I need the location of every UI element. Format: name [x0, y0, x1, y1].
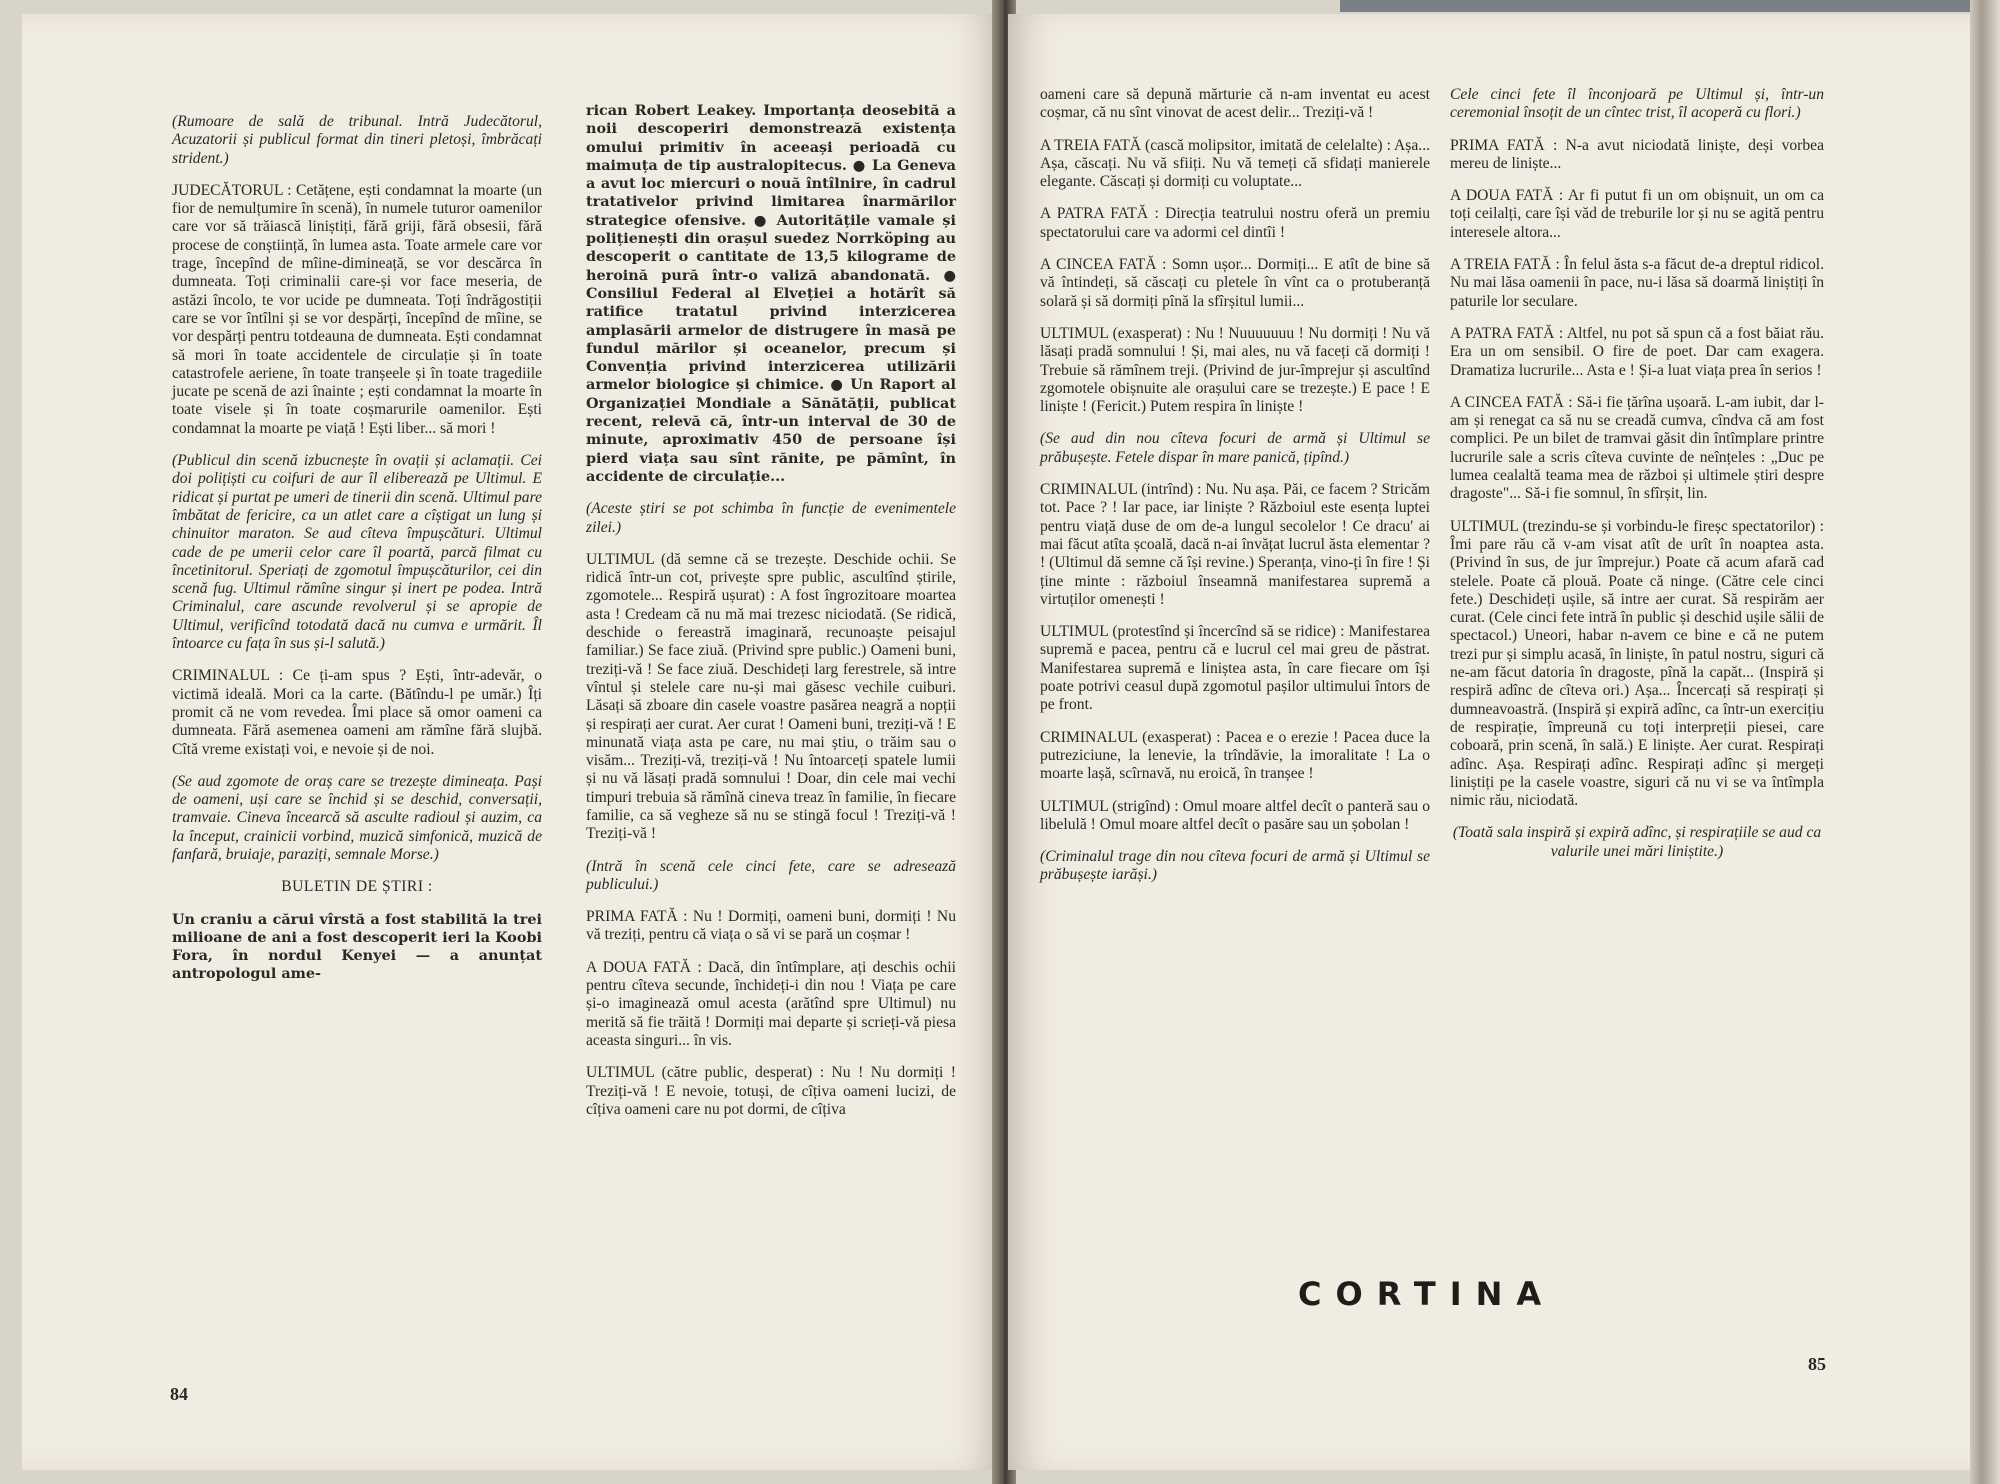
left-column-1	[172, 113, 542, 998]
paragraph: A PATRA FATĂ : Direcția teatrului nostru oferă un premiu spectatorului care va adormi cel dintîi !	[1040, 205, 1430, 241]
paragraph: (Publicul din scenă izbucnește în ovații și aclamații. Cei doi polițiști cu coifuri de aur îl eliberează pe Ultimul. E ridicat și purtat pe umeri de tinerii din scenă. Ultimul pare îmbătat de fericire, ca un atlet care a cîștigat un lung și chinuitor maraton. Se aud cîteva împușcături. Ultimul cade de pe umerii celor care îl poartă, parcă filmat cu încetinitorul. Speriați de zgomotul împușcăturilor, cei din scenă fug. Ultimul rămîne singur și inert pe podea. Intră Criminalul, care ascunde revolverul și se apropie de Ultimul, verificînd totodată dacă nu cumva e urmărit. Îl întoarce cu fața în sus și-l salută.)	[172, 452, 542, 653]
paragraph: ULTIMUL (către public, desperat) : Nu ! Nu dormiți ! Treziți-vă ! E nevoie, totuși, de cîțiva oameni lucizi, de cîțiva oameni care nu pot dormi, de cîțiva	[586, 1064, 956, 1118]
paragraph: oameni care să depună mărturie că n-am inventat eu acest coșmar, că nu sînt vinovat de acest delir... Treziți-vă !	[1040, 86, 1430, 122]
page-number: 85	[1808, 1354, 1826, 1374]
paragraph: Cele cinci fete îl înconjoară pe Ultimul și, într-un ceremonial însoțit de un cîntec trist, îl acoperă cu flori.)	[1450, 86, 1824, 122]
top-edge-bar	[1340, 0, 1980, 12]
paragraph: (Intră în scenă cele cinci fete, care se adresează publicului.)	[586, 857, 956, 893]
right-page	[1008, 14, 1970, 1470]
paragraph: (Se aud zgomote de oraș care se trezește dimineața. Pași de oameni, uși care se închid și se deschid, conversații, tramvaie. Cineva încearcă să asculte radioul și auzim, ca la început, crainicii vorbind, muzică simfonică, muzică de fanfară, bruiaje, paraziți, semnale Morse.)	[172, 772, 542, 863]
paragraph: JUDECĂTORUL : Cetățene, ești condamnat la moarte (un fior de nemulțumire în scenă), în numele tuturor oamenilor care vor să trăiască liniștiți, fără griji, fără obsesii, fără procese de conștiință, în lumea asta. Toate armele care vor trage, începînd de mîine-dimineață, se vor descărca în dumneata. Toți criminalii care-și vor face meseria, de astăzi încolo, te vor ucide pe dumneata. Toți îndrăgostiții care se vor întîlni și se vor despărți, începînd de mîine, se vor despărți pentru totdeauna de dumneata. Ești condamnat să mori în toate accidentele de circulație și în toate catastrofele aeriene, în toate tranșeele și în toate tragediile jucate pe scenă de azi înainte ; ești condamnat la moarte în toate visele și în toate coșmarurile oamenilor. Ești condamnat la moarte pe viață ! Ești liber... să mori !	[172, 181, 542, 437]
paragraph: ULTIMUL (protestînd și încercînd să se ridice) : Manifestarea supremă e pacea, pentru că e lucrul cel mai greu de păstrat. Manifestarea supremă e liniștea asta, în care fiecare om își poate potrivi ceasul după zgomotul pașilor ultimului întors de pe front.	[1040, 623, 1430, 714]
paragraph: A TREIA FATĂ (cască molipsitor, imitată de celelalte) : Așa... Așa, căscați. Nu vă sfiiți. Nu vă temeți că sfidați manierele elegante. Căscați și dormiți cu voluptate...	[1040, 136, 1430, 191]
left-page	[22, 14, 1000, 1470]
paragraph: Un craniu a cărui vîrstă a fost stabilită la trei milioane de ani a fost descoperit ieri la Koobi Fora, în nordul Kenyei — a anunțat antropologul ame-	[172, 910, 542, 983]
paragraph: (Rumoare de sală de tribunal. Intră Judecătorul, Acuzatorii și publicul format din tineri pletoși, îmbrăcați strident.)	[172, 113, 542, 167]
paragraph: CRIMINALUL : Ce ți-am spus ? Ești, într-adevăr, o victimă ideală. Mori ca la carte. (Bătîndu-l pe umăr.) Îți promit că ne vom revedea. Îmi place să omor oameni ca dumneata. Fără asemenea oameni am rămîne fără slujbă. Cîtă vreme existați voi, e nevoie și de noi.	[172, 667, 542, 758]
left-column-2	[586, 102, 956, 1133]
paragraph: CRIMINALUL (intrînd) : Nu. Nu așa. Păi, ce facem ? Stricăm tot. Pace ? ! Iar pace, iar liniște ? Războiul este esența luptei pentru viață duse de om de-a lungul secolelor ! Ce dracu' ai mai făcut atîta școală, dacă n-ai învățat lucrul ăsta elementar ? ! (Ultimul dă semne că își revine.) Speranța, vino-ți în fire ! Și ține minte : războiul înseamnă manifestarea supremă a virtuților omenești !	[1040, 481, 1430, 608]
paragraph: A DOUA FATĂ : Dacă, din întîmplare, ați deschis ochii pentru cîteva secunde, închideți-i din nou ! Viața pe care și-o imaginează omul acesta (arătînd spre Ultimul) nu merită să fie trăită ! Dormiți mai departe și scrieți-vă piesa aceasta singuri... în vis.	[586, 958, 956, 1049]
right-column-1	[1040, 86, 1430, 899]
paragraph: PRIMA FATĂ : N-a avut niciodată liniște, deși vorbea mereu de liniște...	[1450, 136, 1824, 172]
book-right-edge	[1970, 0, 2000, 1484]
paragraph: ULTIMUL (trezindu-se și vorbindu-le fireșc spectatorilor) : Îmi pare rău că v-am visat atît de urît în noaptea asta. (Privind în sus, de jur împrejur.) Poate că acum afară cad stelele. Poate că plouă. Poate că ninge. (Către cele cinci fete.) Deschideți ușile, să intre aer curat. Să respirăm aer curat. (Cele cinci fete intră în public și deschid ușile sălii de spectacol.) Uneori, habar n-avem ce bine e că ne putem trezi pur și simplu acasă, în liniște, în patul nostru, siguri că ne-am făcut datoria în dragoste, pînă la capăt... (Inspiră și respiră adînc de cîteva ori.) Așa... Încercați să respirați și dumneavoastră. (Inspiră și expiră adînc, ca într-un exercițiu de respirație, împreună cu toți interpreții piesei, care coboară, prin scenă, în sală.) E liniște. Aer curat. Respirați adînc. Așa. Respirați adînc. Respirați adînc și mergeți liniștiți pe la casele voastre, siguri că nu vi se va întîmpla nimic rău, niciodată.	[1450, 517, 1824, 810]
paragraph: (Toată sala inspiră și expiră adînc, și respirațiile se aud ca valurile unei mări liniștite.)	[1452, 824, 1822, 860]
page-number: 84	[170, 1384, 188, 1404]
paragraph: ULTIMUL (strigînd) : Omul moare altfel decît o panteră sau o libelulă ! Omul moare altfel decît o pasăre sau un șobolan !	[1040, 797, 1430, 833]
paragraph: ULTIMUL (dă semne că se trezește. Deschide ochii. Se ridică într-un cot, privește spre public, ascultînd știrile, zgomotele... Respiră ușurat) : A fost îngrozitoare moartea asta ! Credeam că nu mă mai trezesc niciodată. (Se ridică, deschide o fereastră imaginară, recunoaște peisajul familiar.) Se face ziuă. (Privind spre public.) Oameni buni, treziți-vă ! Se face ziuă. Deschideți larg ferestrele, să intre vîntul și stelele care nu-și mai găsesc vechile cuiburi. Lăsați să zboare din casele voastre pasărea neagră a nopții și respirați aer curat. Aer curat ! Oameni buni, treziți-vă ! E minunată viața asta pe care, nu mai știu, o trăim sau o visăm... Treziți-vă, treziți-vă ! Nu întoarceți spatele lumii și nu vă lăsați pradă somnului ! Doar, din cele mai vechi timpuri trebuia să rămînă cineva treaz în familie, în fiecare familie, ca să vegheze să nu se stingă focul ! Treziți-vă ! Treziți-vă !	[586, 550, 956, 843]
paragraph: (Aceste știri se pot schimba în funcție de evenimentele zilei.)	[586, 500, 956, 536]
paragraph: A TREIA FATĂ : În felul ăsta s-a făcut de-a dreptul ridicol. Nu mai lăsa oamenii în pace, nu-i lăsa să doarmă liniștiți în paturile lor seculare.	[1450, 256, 1824, 310]
paragraph: A CINCEA FATĂ : Somn ușor... Dormiți... E atît de bine să vă întindeți, să căscați cu pletele în vînt ca o protuberanță solară și să dormiți pînă la sfîrșitul lumii...	[1040, 256, 1430, 310]
paragraph: (Criminalul trage din nou cîteva focuri de armă și Ultimul se prăbușește iarăși.)	[1040, 848, 1430, 884]
paragraph: BULETIN DE ȘTIRI :	[281, 878, 433, 896]
paragraph: (Se aud din nou cîteva focuri de armă și Ultimul se prăbușește. Fetele dispar în mare panică, țipînd.)	[1040, 430, 1430, 466]
paragraph: PRIMA FATĂ : Nu ! Dormiți, oameni buni, dormiți ! Nu vă treziți, pentru că viața o să vi se pară un coșmar !	[586, 908, 956, 944]
curtain-heading: CORTINA	[1298, 1275, 1556, 1313]
paragraph: rican Robert Leakey. Importanța deosebită a noii descoperiri demonstrează existența omului primitiv în aceeași perioadă cu maimuța de tip australopitecus. ● La Geneva a avut loc miercuri o nouă întîlnire, în cadrul tratativelor privind limitarea înarmărilor strategice ofensive. ● Autoritățile vamale și polițienești din orașul suedez Norrköping au descoperit o cantitate de 13,5 kilograme de heroină pură într-o valiză abandonată. ● Consiliul Federal al Elveției a hotărît să ratifice tratatul privind interzicerea amplasării armelor de distrugere în masă pe fundul mărilor și oceanelor, precum și Convenția privind interzicerea utilizării armelor biologice și chimice. ● Un Raport al Organizației Mondiale a Sănătății, publicat recent, relevă că, într-un interval de 30 de minute, aproximativ 450 de persoane își pierd viața sau sînt rănite, pe pămînt, în accidente de circulație...	[586, 102, 956, 485]
paragraph: A PATRA FATĂ : Altfel, nu pot să spun că a fost băiat rău. Era un om sensibil. O fire de poet. Dar cam exagera. Dramatiza lucrurile... Asta e ! Și-a luat viața prea în serios !	[1450, 324, 1824, 379]
paragraph: A DOUA FATĂ : Ar fi putut fi un om obișnuit, un om ca toți ceilalți, care își văd de treburile lor și nu se agită pentru interesele altora...	[1450, 187, 1824, 241]
paragraph: CRIMINALUL (exasperat) : Pacea e o erezie ! Pacea duce la putreziciune, la lenevie, la trîndăvie, la imoralitate ! La o moarte lașă, scîrnavă, nu eroică, în tranșee !	[1040, 728, 1430, 783]
paragraph: ULTIMUL (exasperat) : Nu ! Nuuuuuuu ! Nu dormiți ! Nu vă lăsați pradă somnului ! Și, mai ales, nu vă faceți că dormiți ! Trebuie să rămînem treji. (Privind de jur-împrejur și ascultînd zgomotele obișnuite ale orașului care se trezește.) E pace ! E liniște ! (Fericit.) Putem respira în liniște !	[1040, 324, 1430, 416]
paragraph: A CINCEA FATĂ : Să-i fie țărîna ușoară. L-am iubit, dar l-am și renegat ca să nu se creadă cumva, cîndva că am fost complici. Pe un bilet de tramvai găsit din întîmplare printre lucrurile sale a scris cîteva cuvinte de neînțeles : „Duc pe lumea cealaltă teama mea de război și ultimele știri despre dragoste"... Să-i fie somnul, în sfîrșit, lin.	[1450, 393, 1824, 503]
right-column-2	[1450, 86, 1824, 875]
